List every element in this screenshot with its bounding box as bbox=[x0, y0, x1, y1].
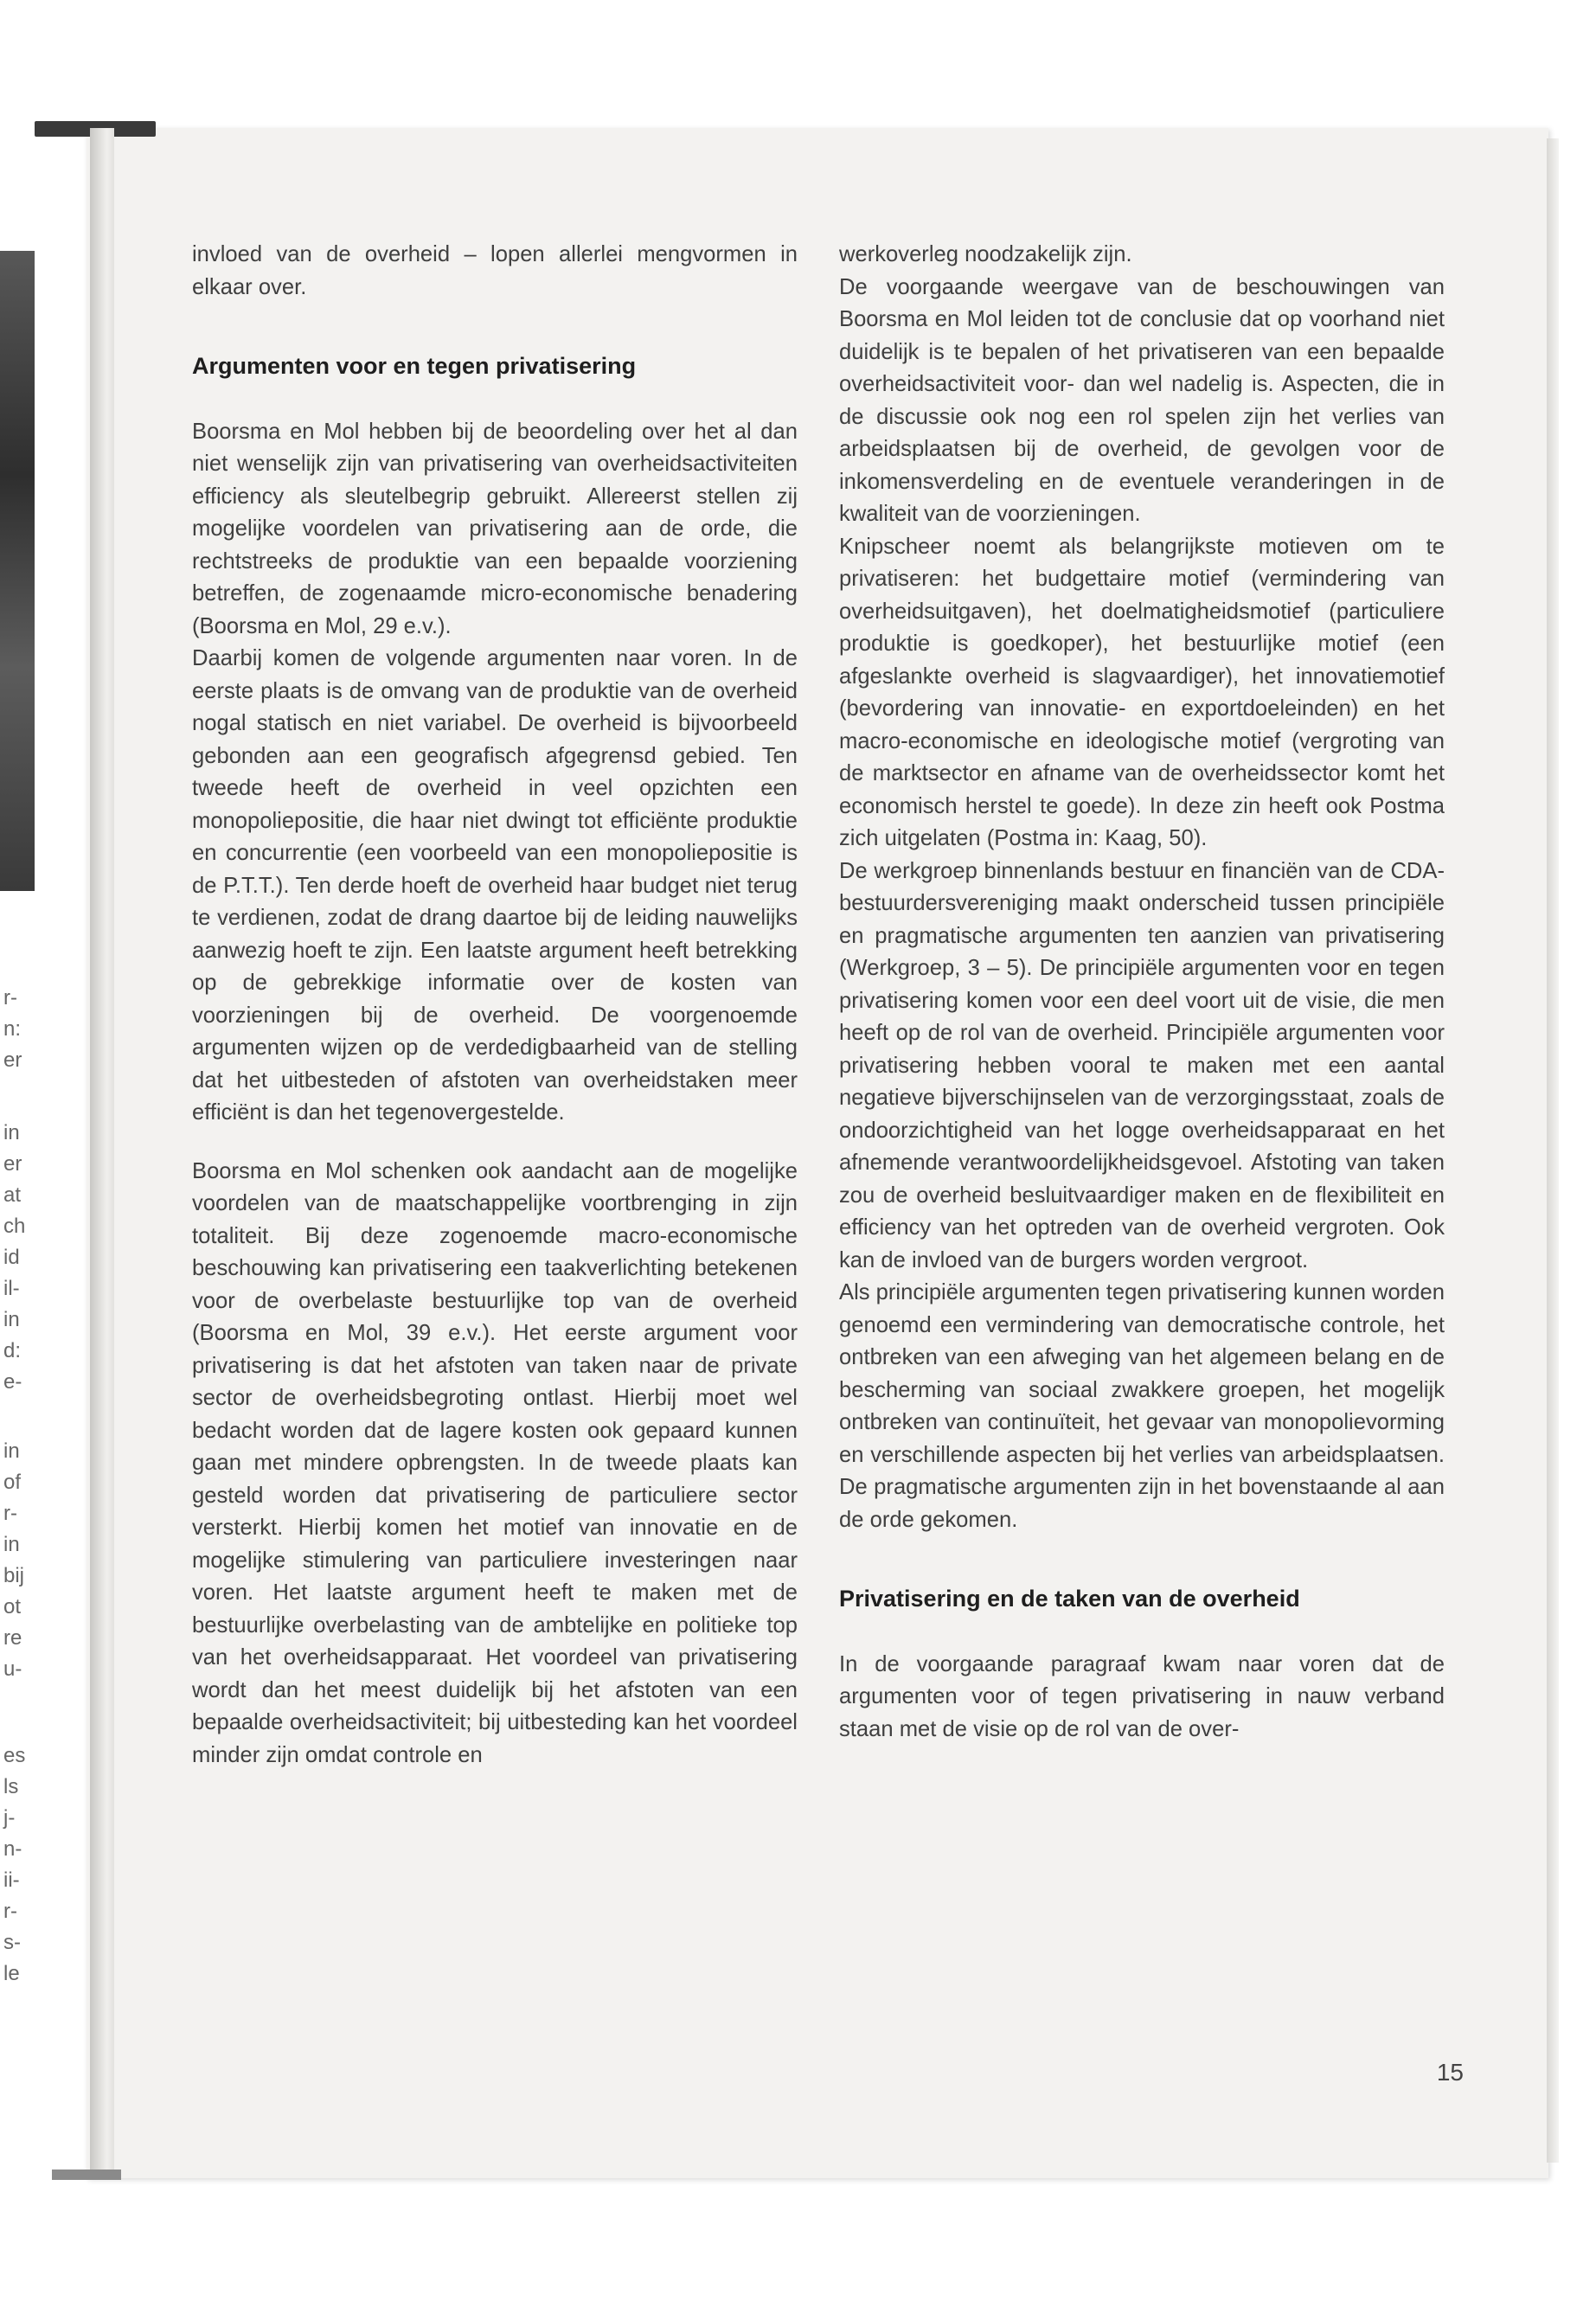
paragraph: Knipscheer noemt als belangrijkste motieven om te privatiseren: het budgettaire motief (vermindering van overheidsuitgaven), het doelmatigheidsmotief (particuliere produktie is goedkoper), het bestuurlijke motief (een afgeslankte overheid is slagvaardiger), het innovatiemotief (bevordering van innovatie- en exportdoeleinden) en het macro-economische en ideologische motief (vergroting van de marktsector en afname van de overheidssector komt het economisch herstel te goede). In deze zin heeft ook Postma zich uitgelaten (Postma in: Kaag, 50). bbox=[839, 534, 1445, 850]
adjacent-page-fragment: er bbox=[3, 1152, 22, 1176]
adjacent-page-fragment: re bbox=[3, 1626, 22, 1650]
adjacent-page-fragment: e- bbox=[3, 1370, 22, 1394]
paragraph: Daarbij komen de volgende argumenten naar voren. In de eerste plaats is de omvang van de produktie van de overheid nogal statisch en niet variabel. De overheid is bijvoorbeeld gebonden aan een geografisch afgegrensd gebied. Ten tweede heeft de overheid in veel opzichten een monopoliepositie, die haar niet dwingt tot efficiënte produktie en concurrentie (een voorbeeld van een monopoliepositie is de P.T.T.). Ten derde hoeft de overheid haar budget niet terug te verdienen, zodat de drang daartoe bij de leiding nauwelijks aanwezig hoeft te zijn. Een laatste argument heeft betrekking op de gebrekkige informatie over de kosten van voorzieningen bij de overheid. De voorgenoemde argumenten wijzen op de verdedigbaarheid van de stelling dat het uitbesteden of afstoten van overheidstaken meer efficiënt is dan het tegenovergestelde. bbox=[192, 646, 798, 1125]
adjacent-page-fragment: il- bbox=[3, 1277, 20, 1300]
paragraph: In de voorgaande paragraaf kwam naar voren dat de argumenten voor of tegen privatisering in nauw verband staan met de visie op de rol van de over- bbox=[839, 1651, 1445, 1741]
adjacent-page-fragment: id bbox=[3, 1246, 20, 1269]
adjacent-page-fragment: u- bbox=[3, 1657, 22, 1681]
adjacent-page-fragment: s- bbox=[3, 1931, 21, 1954]
book-spine-bottom bbox=[52, 2170, 121, 2180]
paragraph: Boorsma en Mol hebben bij de beoordeling over het al dan niet wenselijk zijn van privatisering van overheidsactiviteiten efficiency als sleutelbegrip gebruikt. Allereerst stellen zij mogelijke voordelen van privatisering aan de orde, die rechtstreeks de produktie van een bepaalde voorziening betreffen, de zogenaamde micro-economische benadering (Boorsma en Mol, 29 e.v.). bbox=[192, 419, 798, 638]
adjacent-page-fragment: of bbox=[3, 1471, 22, 1494]
section-heading-arguments: Argumenten voor en tegen privatisering bbox=[192, 353, 637, 379]
adjacent-page-fragment: es bbox=[3, 1744, 26, 1767]
adjacent-page-fragment: ch bbox=[3, 1215, 26, 1238]
paragraph: werkoverleg noodzakelijk zijn. bbox=[839, 242, 1132, 266]
book-spine bbox=[90, 128, 114, 2178]
page-number: 15 bbox=[1436, 2059, 1464, 2086]
adjacent-page-fragment: ii- bbox=[3, 1868, 20, 1892]
adjacent-page-fragment: r- bbox=[3, 986, 17, 1009]
paragraph: Als principiële argumenten tegen privatisering kunnen worden genoemd een vermindering van democratische controle, het ontbreken van een afweging van het algemeen belang en de bescherming van sociaal zwakkere groepen, het mogelijk ontbreken van continuïteit, het gevaar van monopolievorming en verschillende aspecten bij het verlies van arbeidsplaatsen. De pragmatische argumenten zijn in het bovenstaande al aan de orde gekomen. bbox=[839, 1280, 1445, 1532]
adjacent-page-fragment: ot bbox=[3, 1595, 22, 1618]
adjacent-page-fragment: n- bbox=[3, 1837, 22, 1861]
adjacent-page-fragment: in bbox=[3, 1121, 20, 1144]
intro-paragraph: invloed van de overheid – lopen allerlei mengvormen in elkaar over. bbox=[192, 242, 798, 299]
adjacent-page-fragment: in bbox=[3, 1533, 20, 1556]
adjacent-page-fragment: in bbox=[3, 1308, 20, 1331]
adjacent-page-fragment: er bbox=[3, 1048, 22, 1072]
adjacent-page-fragment: n: bbox=[3, 1017, 22, 1041]
paragraph: De werkgroep binnenlands bestuur en financiën van de CDA-bestuurdersvereniging maakt onderscheid tussen principiële en pragmatische argumenten ten aanzien van privatisering (Werkgroep, 3 – 5). De principiële argumenten voor en tegen privatisering komen voor een deel voort uit de visie, die men heeft op de rol van de overheid. Principiële argumenten voor privatisering hebben vooral te maken met een aantal negatieve bijverschijnselen van de verzorgingsstaat, zoals de ondoorzichtigheid van het logge overheidsapparaat en het afnemende verantwoordelijkheidsgevoel. Afstoting van taken zou de overheid besluitvaardiger maken en de flexibiliteit en efficiency van het optreden van de overheid vergroten. Ook kan de invloed van de burgers worden vergroot. bbox=[839, 858, 1445, 1272]
adjacent-page-fragment: in bbox=[3, 1439, 20, 1463]
adjacent-page-fragment: bij bbox=[3, 1564, 25, 1587]
section-heading-tasks: Privatisering en de taken van de overheid bbox=[839, 1586, 1300, 1612]
adjacent-page-fragment: ls bbox=[3, 1775, 19, 1798]
adjacent-page-fragment: r- bbox=[3, 1502, 17, 1525]
adjacent-page-fragment: r- bbox=[3, 1900, 17, 1923]
right-column bbox=[839, 239, 1445, 1746]
paragraph: De voorgaande weergave van de beschouwingen van Boorsma en Mol leiden tot de conclusie dat op voorhand niet duidelijk is te bepalen of het privatiseren van een bepaalde overheidsactiviteit voor- dan wel nadelig is. Aspecten, die in de discussie ook nog een rol spelen zijn het verlies van arbeidsplaatsen bij de overheid, de gevolgen voor de inkomensverdeling en de eventuele veranderingen in de kwaliteit van de voorzieningen. bbox=[839, 274, 1445, 526]
adjacent-page-photo bbox=[0, 251, 35, 891]
paragraph: Boorsma en Mol schenken ook aandacht aan de mogelijke voordelen van de maatschappelijke voortbrenging in zijn totaliteit. Bij deze zogenoemde macro-economische beschouwing kan privatisering een taakverlichting betekenen voor de overbelaste bestuurlijke top van de overheid (Boorsma en Mol, 39 e.v.). Het eerste argument voor privatisering is dat het afstoten van taken naar de private sector de overheidsbegroting ontlast. Hierbij moet wel bedacht worden dat de lagere kosten ook gepaard kunnen gaan met mindere opbrengsten. In de tweede plaats kan gesteld worden dat privatisering de particuliere sector versterkt. Hierbij komen het motief van innovatie en de mogelijke stimulering van particuliere investeringen naar voren. Het laatste argument heeft te maken met de bestuurlijke overbelasting van de ambtelijke en politieke top van het overheidsapparaat. Het voordeel van privatisering wordt dan het meest duidelijk bij het afstoten van een bepaalde overheidsactiviteit; bij uitbesteding kan het voordeel minder zijn omdat controle en bbox=[192, 1158, 798, 1767]
adjacent-page-fragment: d: bbox=[3, 1339, 22, 1362]
page-edge bbox=[1547, 138, 1559, 2163]
adjacent-page-fragment: le bbox=[3, 1962, 20, 1985]
left-column bbox=[192, 239, 798, 1772]
adjacent-page-fragment: j- bbox=[3, 1806, 16, 1830]
adjacent-page-fragment: at bbox=[3, 1183, 22, 1207]
